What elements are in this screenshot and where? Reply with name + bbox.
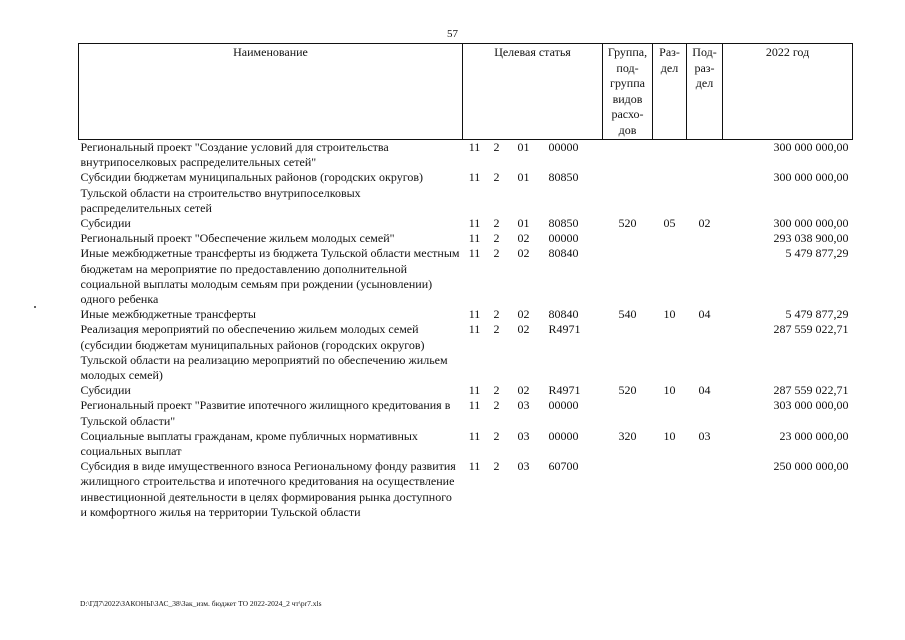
- header-year: 2022 год: [723, 44, 853, 140]
- row-target-subprogram: 2: [493, 140, 500, 154]
- row-target-program: 11: [468, 428, 481, 443]
- row-target-code: R4971: [548, 383, 581, 398]
- row-subsection: 04: [698, 383, 711, 398]
- row-target-item: 02: [517, 246, 530, 261]
- row-target-item: 03: [517, 428, 530, 443]
- row-amount: 5 479 877,29: [785, 246, 849, 261]
- row-section: [653, 398, 687, 428]
- row-expense-group: [603, 140, 653, 171]
- row-target-item: 03: [517, 459, 530, 474]
- row-target-subprogram: 2: [493, 231, 500, 246]
- row-target-program: 11: [468, 459, 481, 474]
- row-target-code: 00000: [548, 231, 579, 246]
- row-target-subprogram: 2: [493, 428, 500, 443]
- row-target-code: 80850: [548, 216, 579, 231]
- table-row: [79, 216, 853, 231]
- row-section: 10: [663, 307, 676, 322]
- row-expense-group: 520: [618, 383, 637, 398]
- row-target-program: 11: [468, 246, 481, 261]
- page-number: 57: [447, 28, 458, 40]
- row-target-item: 02: [517, 322, 530, 337]
- table-row: [79, 170, 853, 216]
- row-subsection: [687, 322, 723, 383]
- margin-dot: [34, 306, 36, 308]
- table-row: [79, 429, 853, 459]
- row-section: [653, 231, 687, 246]
- row-name: Региональный проект "Создание условий для строительства внутрипоселковых распределительных сетей": [80, 140, 389, 170]
- row-name: Субсидия в виде имущественного взноса Региональному фонду развития жилищного строительства и ипотечного кредитования на осуществление инвестиционной деятельности в целях формирования рынка доступного и комфортного жилья на территории Тульской области: [80, 459, 456, 519]
- budget-table-container: [78, 43, 852, 520]
- row-target-code: 80850: [548, 170, 579, 185]
- row-amount: 300 000 000,00: [773, 140, 849, 154]
- row-name: Субсидии: [80, 216, 131, 231]
- row-target-item: 02: [517, 383, 530, 398]
- row-target-subprogram: 2: [493, 459, 500, 474]
- header-section: Раз- дел: [653, 44, 687, 140]
- table-row: [79, 246, 853, 307]
- row-subsection: 03: [698, 428, 711, 443]
- row-section: 05: [663, 216, 676, 231]
- header-name: Наименование: [79, 44, 463, 140]
- row-expense-group: 520: [618, 216, 637, 231]
- row-section: 10: [663, 428, 676, 443]
- row-subsection: [687, 459, 723, 520]
- row-target-code: 60700: [548, 459, 579, 474]
- row-amount: 5 479 877,29: [785, 307, 849, 322]
- row-target-program: 11: [468, 216, 481, 231]
- row-section: [653, 246, 687, 307]
- row-name: Субсидии: [80, 383, 131, 398]
- row-expense-group: [603, 398, 653, 428]
- table-row: [79, 383, 853, 398]
- table-header-row: [79, 44, 853, 140]
- row-amount: 23 000 000,00: [779, 428, 849, 443]
- row-target-subprogram: 2: [493, 246, 500, 261]
- row-amount: 287 559 022,71: [773, 322, 849, 337]
- row-subsection: 04: [698, 307, 711, 322]
- row-name: Реализация мероприятий по обеспечению жильем молодых семей (субсидии бюджетам муниципальных районов (городских округов) Тульской области на реализацию мероприятий по обеспечению жильем молодых семей): [80, 322, 448, 383]
- row-target-code: 80840: [548, 307, 579, 322]
- row-target-item: 01: [517, 140, 530, 154]
- row-target-program: 11: [468, 383, 481, 398]
- row-expense-group: [603, 231, 653, 246]
- row-target-program: 11: [468, 398, 481, 413]
- row-target-program: 11: [468, 170, 481, 185]
- row-name: Иные межбюджетные трансферты: [80, 307, 256, 322]
- header-subsection: Под- раз- дел: [687, 44, 723, 140]
- footer-file-path: D:\ГД7\2022\ЗАКОНЫ\ЗАС_38\Зак_изм. бюджет ТО 2022-2024_2 чт\pr7.xls: [80, 599, 322, 608]
- budget-table: [78, 43, 853, 520]
- row-subsection: [687, 140, 723, 171]
- row-section: [653, 322, 687, 383]
- row-target-program: 11: [468, 322, 481, 337]
- row-subsection: [687, 398, 723, 428]
- table-row: [79, 459, 853, 520]
- row-target-program: 11: [468, 140, 481, 154]
- row-section: [653, 170, 687, 216]
- row-amount: 250 000 000,00: [773, 459, 849, 474]
- row-section: [653, 459, 687, 520]
- row-amount: 303 000 000,00: [773, 398, 849, 413]
- row-expense-group: 320: [618, 428, 637, 443]
- table-row: [79, 140, 853, 171]
- row-expense-group: [603, 322, 653, 383]
- row-expense-group: [603, 246, 653, 307]
- row-expense-group: 540: [618, 307, 637, 322]
- row-subsection: [687, 246, 723, 307]
- row-target-program: 11: [468, 307, 481, 322]
- header-target-article: Целевая статья: [463, 44, 603, 140]
- row-target-program: 11: [468, 231, 481, 246]
- row-amount: 300 000 000,00: [773, 170, 849, 185]
- row-target-subprogram: 2: [493, 322, 500, 337]
- row-name: Субсидии бюджетам муниципальных районов (городских округов) Тульской области на строительство внутрипоселковых распределительных сетей: [80, 170, 424, 215]
- row-name: Социальные выплаты гражданам, кроме публичных нормативных социальных выплат: [80, 428, 418, 459]
- row-subsection: [687, 231, 723, 246]
- table-row: [79, 398, 853, 428]
- row-subsection: 02: [698, 216, 711, 231]
- row-target-code: 80840: [548, 246, 579, 261]
- row-name: Иные межбюджетные трансферты из бюджета Тульской области местным бюджетам на мероприятие по предоставлению дополнительной социальной выплаты молодым семьям при рождении (усыновлении) одного ребенка: [80, 246, 460, 307]
- row-expense-group: [603, 170, 653, 216]
- table-row: [79, 307, 853, 322]
- row-target-item: 02: [517, 307, 530, 322]
- row-target-item: 03: [517, 398, 530, 413]
- row-target-item: 01: [517, 170, 530, 185]
- row-subsection: [687, 170, 723, 216]
- row-name: Региональный проект "Обеспечение жильем молодых семей": [80, 231, 395, 246]
- table-row: [79, 322, 853, 383]
- row-target-subprogram: 2: [493, 170, 500, 185]
- row-section: [653, 140, 687, 171]
- table-row: [79, 231, 853, 246]
- row-target-subprogram: 2: [493, 216, 500, 231]
- row-target-code: 00000: [548, 398, 579, 413]
- row-target-code: 00000: [548, 428, 579, 443]
- row-section: 10: [663, 383, 676, 398]
- row-target-code: R4971: [548, 322, 581, 337]
- header-expense-group: Группа, под- группа видов расхо- дов: [603, 44, 653, 140]
- row-amount: 287 559 022,71: [773, 383, 849, 398]
- row-target-subprogram: 2: [493, 398, 500, 413]
- row-amount: 300 000 000,00: [773, 216, 849, 231]
- row-target-subprogram: 2: [493, 383, 500, 398]
- row-target-item: 01: [517, 216, 530, 231]
- row-name: Региональный проект "Развитие ипотечного жилищного кредитования в Тульской области": [80, 398, 451, 428]
- row-target-subprogram: 2: [493, 307, 500, 322]
- table-body: [79, 140, 853, 521]
- row-amount: 293 038 900,00: [773, 231, 849, 246]
- row-target-item: 02: [517, 231, 530, 246]
- row-target-code: 00000: [548, 140, 579, 154]
- row-expense-group: [603, 459, 653, 520]
